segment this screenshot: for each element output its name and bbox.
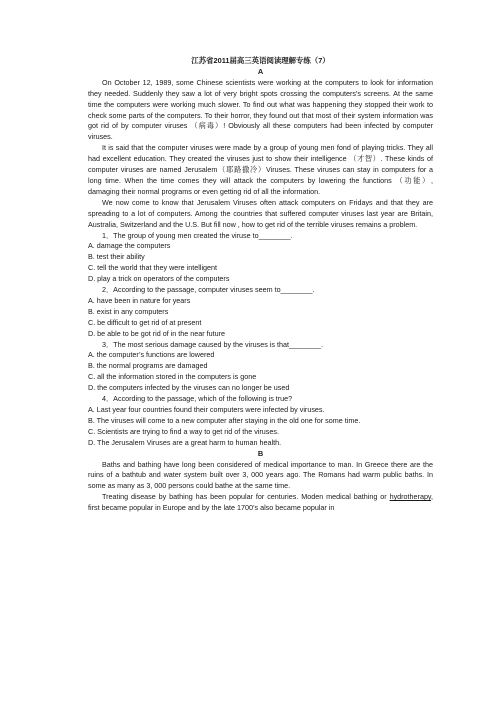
answer-option: B. exist in any computers	[88, 306, 169, 316]
answer-option: D. the computers infected by the viruses can no longer be used	[88, 383, 290, 393]
passage-b-text: , first became popular in Europe and by the late 1700’s also became popular in	[88, 492, 433, 513]
question-3	[88, 340, 433, 395]
passage-a-paragraph: We now come to know that Jerusalem Viruses often attack computers on Fridays and that they are spreading to a lot of computers. Among the countries that suffered computer viruses last year are Britain, Australia, Switzerland and the U.S. But fill now , how to get rid of the terrible viruses remains a problem.	[88, 197, 433, 229]
passage-b-paragraph: Baths and bathing have long been considered of medical importance to man. In Greece there are the ruins of a bathtub and water system built over 3, 000 years ago. The Romans had warm public baths. In some as many as 3, 000 persons could bathe at the same time.	[88, 459, 433, 491]
question-stem: 2．According to the passage, computer viruses seem to________.	[102, 285, 315, 295]
answer-option: B. The viruses will come to a new computer after staying in the old one for some time.	[88, 415, 361, 425]
answer-option: C. tell the world that they were intelligent	[88, 263, 218, 273]
answer-option: A. Last year four countries found their computers were infected by viruses.	[88, 405, 325, 414]
section-a-label: A	[257, 66, 264, 76]
passage-b-text: Treating disease by bathing has been popular for centuries. Moden medical bathing or	[102, 492, 390, 502]
question-4	[88, 394, 433, 449]
question-1	[88, 231, 433, 286]
answer-option: D. The Jerusalem Viruses are a great harm to human health.	[88, 437, 282, 447]
answer-option: D. play a trick on operators of the computers	[88, 274, 230, 284]
passage-a-paragraph: It is said that the computer viruses were made by a group of young men fond of playing tricks. They all had excellent education. They created the viruses just to show their intelligence （才智）. These kinds of computer viruses are named Jerusalem（耶路撒冷）Viruses. These viruses can stay in computers for a long time. When the time comes they will attack the computers by lowering the functions （功能）, damaging their normal programs or even getting rid of all the information.	[88, 143, 433, 196]
document-title: 江苏省2011届高三英语阅读理解专练（7）	[191, 56, 330, 65]
question-stem: 3．The most serious damage caused by the viruses is that________.	[102, 339, 323, 349]
question-2	[88, 285, 433, 340]
answer-option: A. damage the computers	[88, 241, 171, 251]
passage-a-paragraph: On October 12, 1989, some Chinese scientists were working at the computers to look for information they needed. Suddenly they saw a lot of very bright spots crossing the computers's screens. At the same time the computers were working much slower. To find out what was happening they stopped their work to check some parts of the computers. To their horror, they found out that most of their system information was got rid of by computer viruses （病毒）! Obviously all these computers had been infected by computer viruses.	[88, 77, 433, 142]
answer-option: A. have been in nature for years	[88, 295, 191, 305]
question-stem: 4．According to the passage, which of the following is true?	[102, 394, 293, 404]
answer-option: B. the normal programs are damaged	[88, 361, 208, 371]
answer-option: A. the computer’s functions are lowered	[88, 350, 215, 360]
answer-option: C. Scientists are trying to find a way to get rid of the viruses.	[88, 426, 279, 436]
section-b-label: B	[257, 448, 264, 458]
answer-option: C. be difficult to get rid of at present	[88, 317, 202, 327]
hydrotherapy-term: hydrotherapy	[389, 492, 431, 502]
answer-option: C. all the information stored in the computers is gone	[88, 372, 257, 382]
question-stem: 1．The group of young men created the viruse to________.	[102, 230, 293, 240]
answer-option: B. test their ability	[88, 252, 145, 262]
passage-b-paragraph	[88, 492, 433, 514]
answer-option: D. be able to be got rid of in the near future	[88, 328, 226, 338]
